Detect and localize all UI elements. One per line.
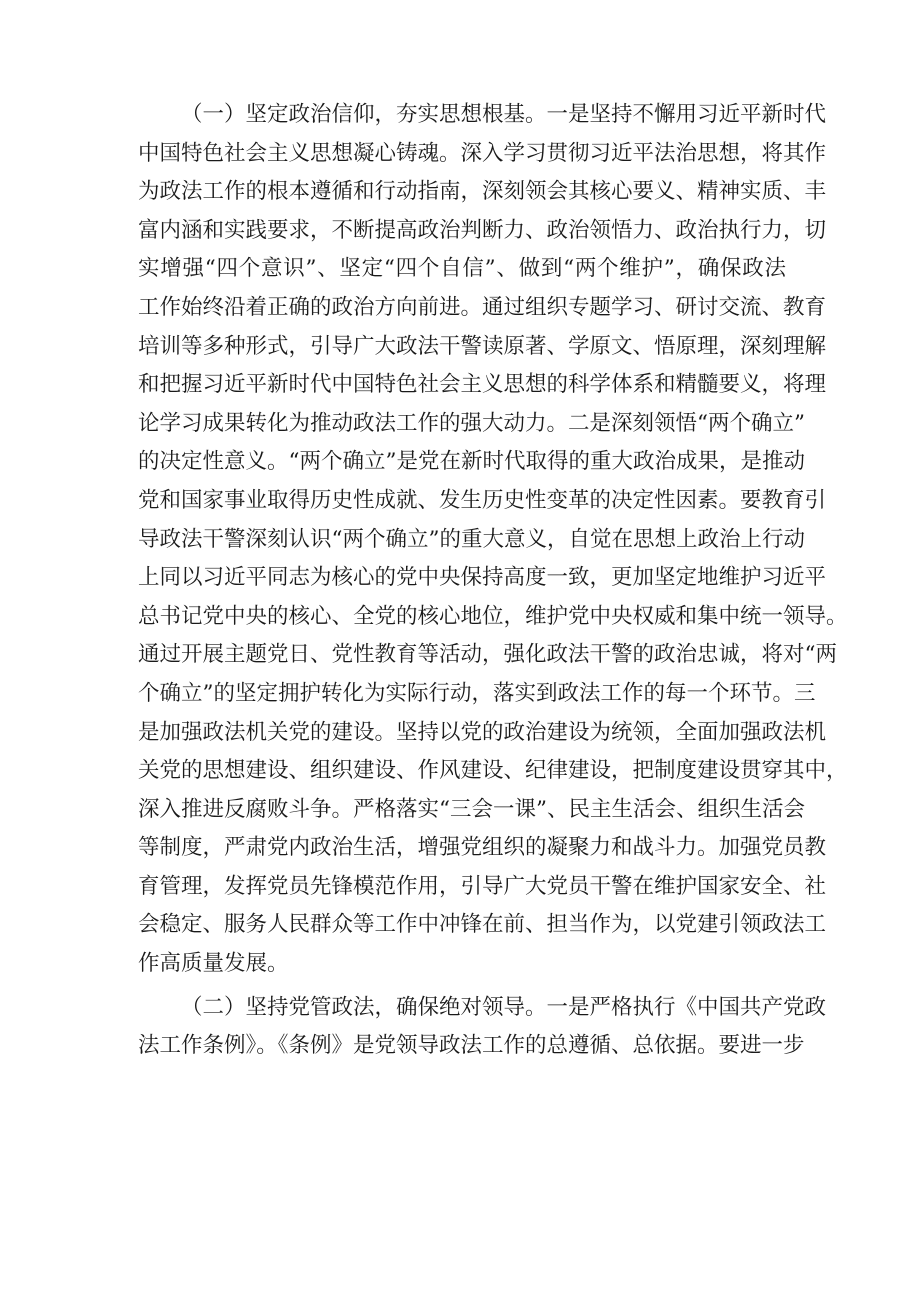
document-body — [138, 96, 848, 1066]
text-line: 通过开展主题党日、党性教育等活动，强化政法干警的政治忠诚，将对“两 — [138, 642, 837, 668]
text-line: 和把握习近平新时代中国特色社会主义思想的科学体系和精髓要义，将理 — [138, 372, 827, 398]
text-line: 富内涵和实践要求，不断提高政治判断力、政治领悟力、政治执行力，切 — [138, 217, 827, 243]
text-line: 个确立”的坚定拥护转化为实际行动，落实到政法工作的每一个环节。三 — [138, 680, 816, 706]
text-line: 导政法干警深刻认识“两个确立”的重大意义，自觉在思想上政治上行动 — [138, 526, 805, 552]
text-line: （一）坚定政治信仰，夯实思想根基。一是坚持不懈用习近平新时代 — [181, 102, 827, 127]
paragraph-2 — [138, 989, 827, 1066]
text-line: 是加强政法机关党的建设。坚持以党的政治建设为统领，全面加强政法机 — [138, 719, 827, 745]
text-line: 会稳定、服务人民群众等工作中冲锋在前、担当作为，以党建引领政法工 — [138, 912, 827, 938]
text-line: 为政法工作的根本遵循和行动指南，深刻领会其核心要义、精神实质、丰 — [138, 179, 827, 205]
text-line: 工作始终沿着正确的政治方向前进。通过组织专题学习、研讨交流、教育 — [138, 294, 827, 320]
text-line: 党和国家事业取得历史性成就、发生历史性变革的决定性因素。要教育引 — [138, 487, 827, 513]
text-line: 的决定性意义。“两个确立”是党在新时代取得的重大政治成果，是推动 — [138, 449, 805, 475]
text-line: 培训等多种形式，引导广大政法干警读原著、学原文、悟原理，深刻理解 — [138, 333, 827, 359]
text-line: 等制度，严肃党内政治生活，增强党组织的凝聚力和战斗力。加强党员教 — [138, 835, 827, 861]
paragraph-1 — [138, 96, 848, 984]
text-line: 论学习成果转化为推动政法工作的强大动力。二是深刻领悟“两个确立” — [138, 410, 805, 436]
text-line: （二）坚持党管政法，确保绝对领导。一是严格执行《中国共产党政 — [181, 994, 827, 1020]
text-line: 育管理，发挥党员先锋模范作用，引导广大党员干警在维护国家安全、社 — [138, 873, 827, 899]
text-line: 深入推进反腐败斗争。严格落实“三会一课”、民主生活会、组织生活会 — [138, 796, 805, 822]
text-line: 中国特色社会主义思想凝心铸魂。深入学习贯彻习近平法治思想，将其作 — [138, 140, 827, 166]
text-line: 总书记党中央的核心、全党的核心地位，维护党中央权威和集中统一领导。 — [138, 603, 848, 629]
text-line: 作高质量发展。 — [138, 951, 289, 977]
text-line: 关党的思想建设、组织建设、作风建设、纪律建设，把制度建设贯穿其中， — [138, 758, 848, 784]
text-line: 上同以习近平同志为核心的党中央保持高度一致，更加坚定地维护习近平 — [138, 565, 827, 591]
text-line: 实增强“四个意识”、坚定“四个自信”、做到“两个维护”，确保政法 — [138, 256, 786, 282]
text-line: 法工作条例》。《条例》是党领导政法工作的总遵循、总依据。要进一步 — [138, 1033, 805, 1059]
